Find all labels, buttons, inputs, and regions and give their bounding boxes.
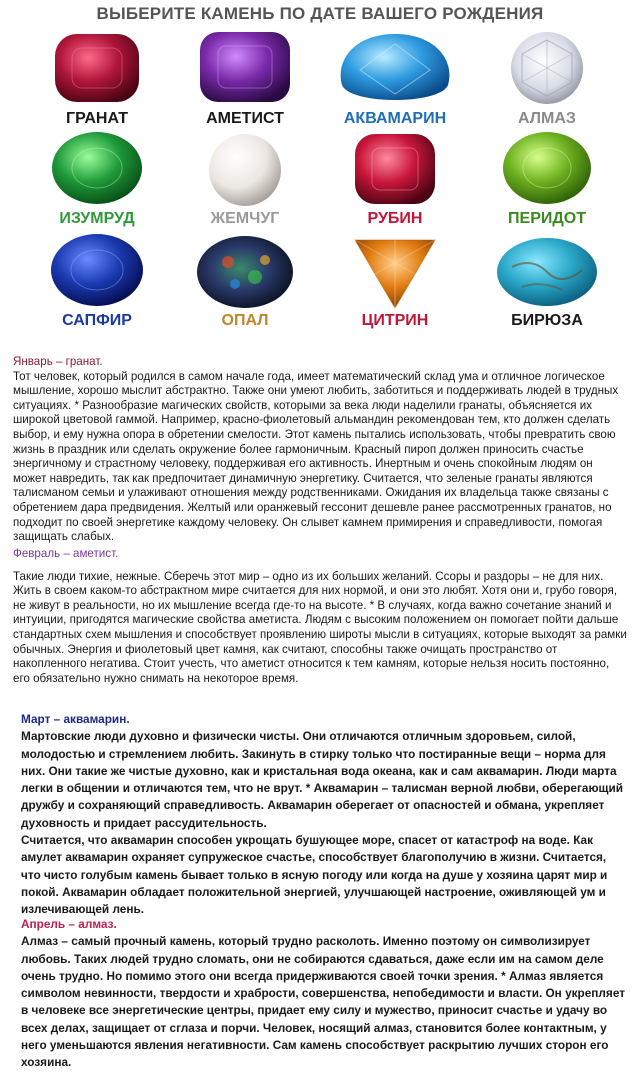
section-heading: Февраль – аметист. — [13, 547, 119, 560]
page-title: ВЫБЕРИТЕ КАМЕНЬ ПО ДАТЕ ВАШЕГО РОЖДЕНИЯ — [96, 4, 544, 23]
gem-citrine — [320, 232, 470, 332]
gem-diamond — [472, 30, 622, 130]
pearl-gem-icon — [170, 130, 320, 210]
diamond-gem-icon — [472, 30, 622, 110]
gem-label: ПЕРИДОТ — [508, 210, 586, 227]
ruby-gem-icon — [320, 130, 470, 210]
gem-label: ИЗУМРУД — [59, 210, 135, 227]
section-body: Такие люди тихие, нежные. Сберечь этот мир – одно из их больших желаний. Ссоры и раздоры – не для них. Жить в своем каком-то абстрактном мире считается для них нормой, и они это любят. Хотя они и, грубо говоря, не живут в реальности, но их мышление всегда где-то на высоте. * В случаях, когда важно сочетание знаний и интуиции, пригодятся магические свойства аметиста. Людям с высоким положением он помогает пойти дальше стандартных схем мышления и способствует проявлению широты мысли в ситуациях, которые выходят за рамки обычных. Энергия и фиолетовый цвет камня, как считают, способны также очищать пространство от накопленного негатива. Стоит учесть, что аметист относится к тем камням, которые нельзя носить постоянно, его обязательно нужно снимать на некоторое время. — [13, 569, 627, 685]
gem-aquamarine — [320, 30, 470, 130]
gem-label: БИРЮЗА — [511, 312, 583, 329]
section-body: Алмаз – самый прочный камень, который трудно расколоть. Именно поэтому он символизирует любовь. Таких людей трудно сломать, они не собираются сдаваться, даже если им на самом деле очень трудно. Но помимо этого они всегда придерживаются своей точки зрения. * Алмаз является символом невинности, твердости и храбрости, совершенства, непобедимости и власти. Он укрепляет в человеке все энергетические центры, придает ему силу и мужество, приносит счастье и удачу во всех делах, защищает от сглаза и порчи. Человек, носящий алмаз, становится более контактным, у него уменьшаются явления негативности. Сам камень способствует раскрытию лучших сторон его хозяина. — [21, 934, 625, 1070]
gem-label: РУБИН — [367, 210, 423, 227]
gem-ruby — [320, 130, 470, 230]
section-body: Тот человек, который родился в самом начале года, имеет математический склад ума и отличное логическое мышление, хорошо мыслит абстрактно. Также они умеют любить, заботиться и поддерживать людей в трудных ситуациях. * Разнообразие магических свойств, которыми за века люди наделили гранаты, объясняется их широкой цветовой гаммой. Например, красно-фиолетовый альмандин рекомендован тем, кто должен сделать выбор, и ему нужна опора в обретении смелости. Этот камень пытались использовать, чтобы превратить свою жизнь в праздник или сделать окружение более гармоничным. Красный пироп должен приносить счастье энергичному и страстному человеку, поддерживая его активность. Инертным и очень спокойным людям он может навредить, так как предпочитает динамичную энергетику. Считается, что зеленые гранаты являются талисманом семьи и улаживают отношения между родственниками. Ожидания их владельца также связаны с обретением дара предвидения. Желтый или оранжевый гессонит дешевле ранее рассмотренных гранатов, но подходит по своей энергетике каждому человеку. Он слывет камнем примирения и справедливости, помогая защищать слабых. — [13, 369, 619, 544]
section-heading: Март – аквамарин. — [21, 712, 130, 726]
gem-garnet — [22, 30, 172, 130]
gem-turquoise — [472, 232, 622, 332]
section-heading: Январь – гранат. — [13, 355, 103, 368]
gem-peridot — [472, 130, 622, 230]
citrine-gem-icon — [320, 232, 470, 312]
section-body: Мартовские люди духовно и физически чисты. Они отличаются отличным здоровьем, силой, молодостью и стремлением любить. Закинуть в стирку только что постиранные вещи – норма для них. Они такие же чистые духовно, как и кристальная вода океана, как и сам аквамарин. Люди марта легки в общении и отличаются тем, что не врут. * Аквамарин – талисман верной любви, оберегающий дружбу и сохраняющий справедливость. Аквамарин оберегает от опасностей и обмана, укрепляет духовность и придает рассудительность. — [21, 729, 623, 830]
gem-label: САПФИР — [62, 312, 132, 329]
gem-label: ЖЕМЧУГ — [210, 210, 280, 227]
section-february — [13, 547, 627, 686]
turquoise-gem-icon — [472, 232, 622, 312]
gem-amethyst — [170, 30, 320, 130]
emerald-gem-icon — [22, 130, 172, 210]
gem-label: АМЕТИСТ — [206, 110, 284, 127]
gem-label: ЦИТРИН — [361, 312, 429, 329]
gem-label: АЛМАЗ — [518, 110, 576, 127]
peridot-gem-icon — [472, 130, 622, 210]
aquamarine-gem-icon — [320, 30, 470, 110]
garnet-gem-icon — [22, 30, 172, 110]
opal-gem-icon — [170, 232, 320, 312]
sapphire-gem-icon — [22, 232, 172, 312]
section-heading: Апрель – алмаз. — [21, 917, 117, 931]
gem-sapphire — [22, 232, 172, 332]
gem-label: ОПАЛ — [221, 312, 269, 329]
section-april — [21, 916, 627, 1072]
section-january — [13, 355, 627, 545]
gem-pearl — [170, 130, 320, 230]
gem-emerald — [22, 130, 172, 230]
gem-label: ГРАНАТ — [66, 110, 128, 127]
gem-opal — [170, 232, 320, 332]
section-march — [21, 711, 627, 919]
section-body-continued: Считается, что аквамарин способен укрощать бушующее море, спасет от катастроф на воде. Как амулет аквамарин охраняет супружеское счастье, способствует благополучию в жизни. Считается, что чисто голубым камень бывает только в ясную погоду или когда на душе у хозяина царят мир и покой. Аквамарин обладает положительной энергией, улучшающей настроение, оживляющей ум и излечивающей лень. — [21, 833, 608, 917]
gem-grid — [0, 30, 640, 335]
gem-label: АКВАМАРИН — [343, 110, 447, 127]
amethyst-gem-icon — [170, 30, 320, 110]
